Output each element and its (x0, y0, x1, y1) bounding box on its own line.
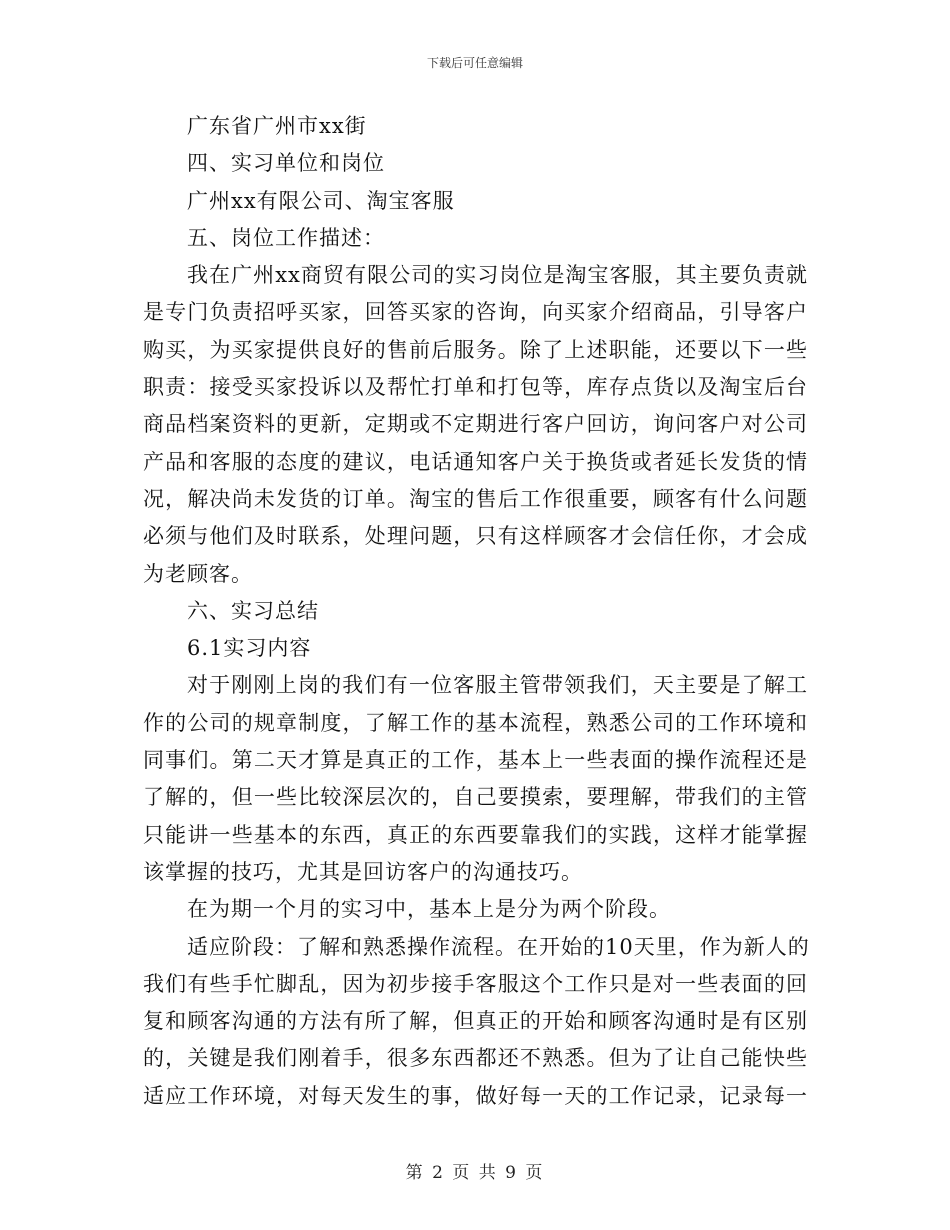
text-line: 对于刚刚上岗的我们有一位客服主管带领我们，天主要是了解工 (187, 673, 808, 698)
text-line: 适应阶段：了解和熟悉操作流程。在开始的10天里，作为新人的 (187, 934, 810, 959)
page-header: 下载后可任意编辑 (426, 56, 523, 70)
text-line: 该掌握的技巧，尤其是回访客户的沟通技巧。 (143, 859, 583, 884)
text-line: 只能讲一些基本的东西，真正的东西要靠我们的实践，这样才能掌握 (143, 822, 808, 847)
text-line: 复和顾客沟通的方法有所了解，但真正的开始和顾客沟通时是有区别 (143, 1009, 808, 1034)
text-line: 同事们。第二天才算是真正的工作，基本上一些表面的操作流程还是 (143, 748, 808, 773)
text-line: 必须与他们及时联系，处理问题，只有这样顾客才会信任你，才会成 (143, 524, 808, 549)
text-line: 职责：接受买家投诉以及帮忙打单和打包等，库存点货以及淘宝后台 (143, 375, 808, 400)
text-line: 六、实习总结 (187, 598, 319, 623)
text-line: 四、实习单位和岗位 (187, 151, 385, 176)
text-line: 广州xx有限公司、淘宝客服 (187, 188, 455, 213)
text-line: 为老顾客。 (143, 561, 253, 586)
page-footer: 第 2 页 共 9 页 (405, 1163, 545, 1183)
text-line: 是专门负责招呼买家，回答买家的咨询，向买家介绍商品，引导客户 (143, 300, 808, 325)
text-line: 我在广州xx商贸有限公司的实习岗位是淘宝客服，其主要负责就 (187, 263, 808, 288)
text-line: 了解的，但一些比较深层次的，自己要摸索，要理解，带我们的主管 (143, 785, 808, 810)
text-line: 的，关键是我们刚着手，很多东西都还不熟悉。但为了让自己能快些 (143, 1046, 808, 1071)
text-line: 商品档案资料的更新，定期或不定期进行客户回访，询问客户对公司 (143, 412, 808, 437)
text-line: 购买，为买家提供良好的售前后服务。除了上述职能，还要以下一些 (143, 337, 808, 362)
text-line: 适应工作环境，对每天发生的事，做好每一天的工作记录，记录每一 (143, 1083, 808, 1108)
text-line: 我们有些手忙脚乱，因为初步接手客服这个工作只是对一些表面的回 (143, 971, 808, 996)
text-line: 在为期一个月的实习中，基本上是分为两个阶段。 (187, 897, 671, 922)
text-line: 6.1实习内容 (187, 636, 312, 661)
text-line: 作的公司的规章制度，了解工作的基本流程，熟悉公司的工作环境和 (143, 710, 808, 735)
text-line: 况，解决尚未发货的订单。淘宝的售后工作很重要，顾客有什么问题 (143, 486, 808, 511)
text-line: 产品和客服的态度的建议，电话通知客户关于换货或者延长发货的情 (143, 449, 808, 474)
document-body (143, 108, 808, 1115)
text-line: 广东省广州市xx街 (187, 114, 367, 138)
text-line: 五、岗位工作描述： (187, 225, 385, 250)
